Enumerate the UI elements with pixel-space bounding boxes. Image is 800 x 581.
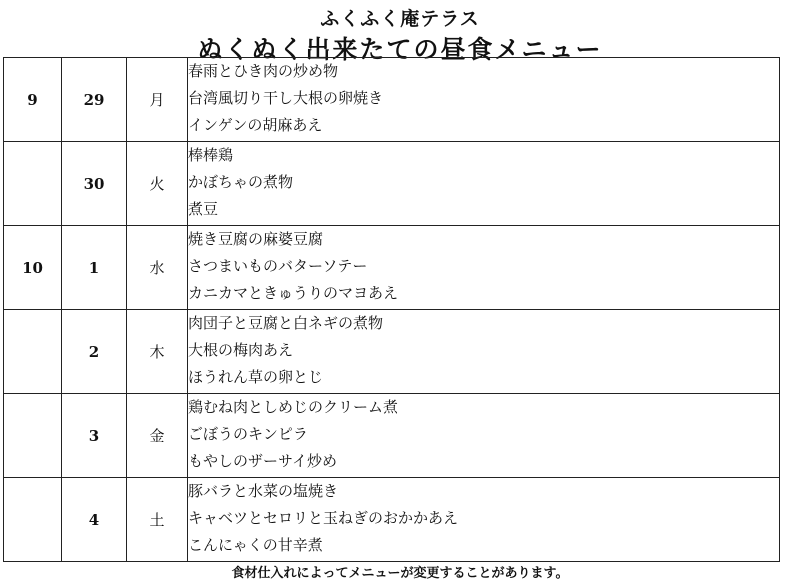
dish-item: 大根の梅肉あえ	[188, 341, 294, 359]
dish-item: もやしのザーサイ炒め	[188, 452, 337, 470]
dish-item: 台湾風切り干し大根の卵焼き	[188, 89, 384, 107]
dish-item: 煮豆	[188, 200, 219, 218]
table-row	[4, 142, 780, 226]
weekday-cell: 土	[127, 478, 188, 562]
day-cell: 4	[62, 478, 127, 562]
month-cell	[4, 478, 62, 562]
table-row	[4, 226, 780, 310]
dish-item: 焼き豆腐の麻婆豆腐	[188, 230, 324, 248]
dish-item: かぼちゃの煮物	[188, 173, 294, 191]
dish-item: 棒棒鶏	[188, 146, 234, 164]
dish-item: ほうれん草の卵とじ	[188, 368, 324, 386]
day-cell: 1	[62, 226, 127, 310]
month-cell	[4, 142, 62, 226]
dish-item: 春雨とひき肉の炒め物	[188, 62, 339, 80]
dish-list	[188, 142, 780, 226]
month-cell	[4, 310, 62, 394]
day-cell: 29	[62, 58, 127, 142]
dish-item: こんにゃくの甘辛煮	[188, 536, 323, 554]
weekday-cell: 金	[127, 394, 188, 478]
day-cell: 3	[62, 394, 127, 478]
month-cell: 9	[4, 58, 62, 142]
table-row	[4, 58, 780, 142]
weekday-cell: 水	[127, 226, 188, 310]
day-cell: 30	[62, 142, 127, 226]
dish-item: 鶏むね肉としめじのクリーム煮	[188, 398, 399, 416]
dish-item: ごぼうのキンピラ	[188, 425, 308, 443]
dish-item: 肉団子と豆腐と白ネギの煮物	[188, 314, 384, 332]
dish-list	[188, 478, 780, 562]
restaurant-name: ふくふく庵テラス	[320, 8, 480, 30]
day-cell: 2	[62, 310, 127, 394]
month-cell: 10	[4, 226, 62, 310]
weekday-cell: 火	[127, 142, 188, 226]
lunch-menu-table	[3, 57, 780, 562]
weekday-cell: 月	[127, 58, 188, 142]
month-cell	[4, 394, 62, 478]
weekday-cell: 木	[127, 310, 188, 394]
table-row	[4, 478, 780, 562]
dish-list	[188, 394, 780, 478]
table-row	[4, 310, 780, 394]
dish-list	[188, 58, 780, 142]
dish-item: キャベツとセロリと玉ねぎのおかかあえ	[188, 509, 459, 527]
dish-item: 豚バラと水菜の塩焼き	[188, 482, 339, 500]
dish-list	[188, 310, 780, 394]
menu-change-notice: 食材仕入れによってメニューが変更することがあります。	[231, 566, 569, 581]
dish-item: さつまいものバターソテー	[188, 257, 368, 275]
menu-title: ぬくぬく出来たての昼食メニュー	[197, 35, 603, 64]
dish-item: インゲンの胡麻あえ	[188, 116, 323, 134]
table-row	[4, 394, 780, 478]
dish-list	[188, 226, 780, 310]
dish-item: カニカマときゅうりのマヨあえ	[188, 284, 399, 302]
